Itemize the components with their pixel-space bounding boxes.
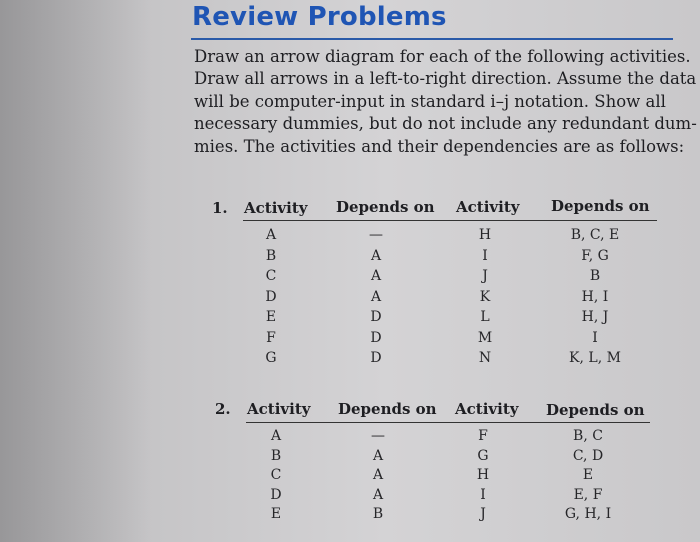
table-cell: B, C, E (570, 227, 620, 243)
table-cell: A (372, 486, 384, 503)
table-cell: E (582, 467, 594, 484)
table-cell: H (478, 227, 492, 243)
header-activity-left: Activity (244, 199, 308, 217)
table-cell: H, J (581, 309, 609, 325)
problem-number: 2. (215, 400, 231, 418)
table-cell: N (478, 350, 492, 366)
table-cell: G (265, 350, 277, 366)
table-cell: F, G (581, 247, 609, 264)
heading-underline (191, 38, 673, 40)
table-cell: I (592, 329, 598, 346)
table-cell: G (477, 447, 489, 464)
table-cell: D (370, 350, 382, 366)
table-cell: A (372, 467, 384, 484)
instructions-line: necessary dummies, but do not include any redundant dum- (194, 114, 697, 134)
depends-column-left (361, 225, 391, 369)
activity-column-right (468, 427, 498, 525)
table-cell: G, H, I (564, 506, 612, 523)
table-cell: — (369, 227, 383, 243)
table-cell: L (480, 309, 490, 325)
activity-column-left (256, 225, 286, 369)
table-cell: B (265, 247, 277, 264)
table-cell: B (372, 506, 384, 523)
header-activity-right: Activity (456, 198, 520, 216)
table-cell: I (482, 247, 488, 264)
instructions-paragraph (194, 46, 697, 158)
table-header-rule (246, 422, 650, 423)
table-cell: A (370, 288, 382, 305)
header-depends-right: Depends on (546, 401, 645, 419)
problem-number: 1. (212, 199, 228, 217)
table-cell: D (370, 309, 382, 325)
header-depends-right: Depends on (551, 197, 650, 215)
table-cell: A (370, 268, 382, 284)
table-cell: H, I (581, 288, 609, 305)
instructions-line: will be computer-input in standard i–j notation. Show all (194, 91, 666, 111)
table-header-rule (243, 220, 657, 221)
table-cell: F (478, 428, 488, 444)
table-cell: E (265, 309, 277, 325)
table-cell: K, L, M (569, 350, 621, 366)
header-depends-left: Depends on (336, 198, 435, 216)
table-cell: D (265, 288, 277, 305)
table-cell: C (265, 268, 277, 284)
instructions-line: mies. The activities and their dependencies are as follows: (194, 136, 685, 156)
table-cell: I (480, 486, 486, 503)
depends-column-left (363, 427, 393, 525)
table-cell: D (270, 486, 282, 503)
depends-column-right (555, 225, 635, 369)
instructions-line: Draw an arrow diagram for each of the following activities. (194, 47, 691, 66)
table-cell: D (370, 329, 382, 346)
header-activity-right: Activity (455, 400, 519, 418)
table-cell: A (370, 247, 382, 264)
depends-column-right (548, 427, 628, 525)
instructions-line: Draw all arrows in a left-to-right direction. Assume the data (194, 69, 697, 89)
table-cell: C (270, 467, 282, 484)
table-cell: — (371, 428, 385, 444)
table-cell: B (270, 447, 282, 464)
table-cell: F (266, 329, 276, 346)
header-depends-left: Depends on (338, 400, 437, 418)
table-cell: J (482, 268, 488, 284)
table-cell: M (477, 329, 493, 346)
table-cell: A (372, 447, 384, 464)
activity-column-left (261, 427, 291, 525)
table-cell: K (479, 288, 491, 305)
table-cell: E, F (573, 486, 603, 503)
table-cell: E (270, 506, 282, 523)
table-cell: B (589, 268, 601, 284)
activity-column-right (470, 225, 500, 369)
table-cell: B, C (573, 428, 603, 444)
table-cell: J (480, 506, 486, 523)
section-heading: Review Problems (192, 2, 447, 32)
table-cell: A (270, 428, 282, 444)
table-cell: C, D (572, 447, 604, 464)
table-cell: A (265, 227, 277, 243)
header-activity-left: Activity (247, 400, 311, 418)
page-shadow (0, 0, 150, 542)
table-cell: H (476, 467, 490, 484)
